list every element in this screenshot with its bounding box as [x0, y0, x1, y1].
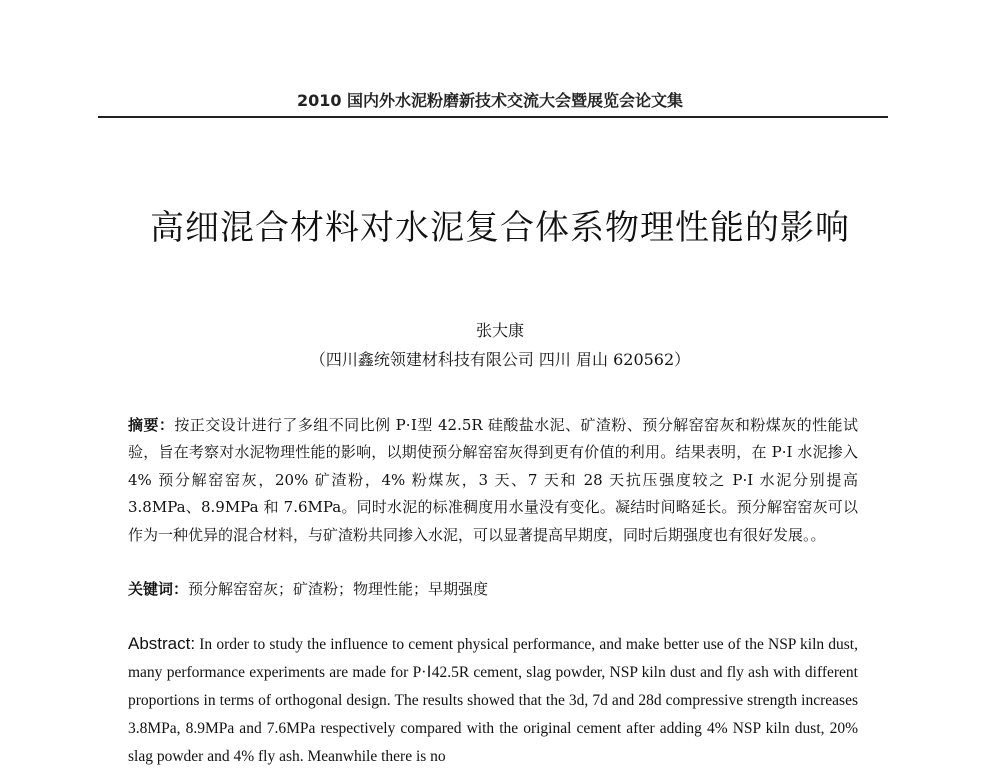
abstract-english-text: In order to study the influence to cement physical performance, and make better use of the NSP kiln dust, many performance experiments are made for P·Ⅰ42.5R cement, slag powder, NSP kiln dust and fly ash with different proportions in terms of orthogonal design. The results showed that the 3d, 7d and 28d compressive strength increases 3.8MPa, 8.9MPa and 7.6MPa respectively compared with the original cement after adding 4% NSP kiln dust, 20% slag powder and 4% fly ash. Meanwhile there is no	[128, 636, 858, 765]
abstract-english	[128, 630, 858, 771]
abstract-chinese	[128, 412, 858, 549]
abstract-chinese-label: 摘要：	[128, 416, 175, 434]
keywords	[128, 576, 858, 603]
author-affiliation: （四川鑫统领建材科技有限公司 四川 眉山 620562）	[309, 350, 691, 369]
keywords-label: 关键词：	[128, 580, 189, 598]
abstract-english-label: Abstract:	[128, 634, 196, 653]
proceedings-header: 2010 国内外水泥粉磨新技术交流大会暨展览会论文集	[296, 91, 684, 110]
keywords-text: 预分解窑窑灰；矿渣粉；物理性能；早期强度	[188, 580, 489, 598]
author-name: 张大康	[475, 321, 524, 340]
abstract-chinese-text: 按正交设计进行了多组不同比例 P·Ⅰ型 42.5R 硅酸盐水泥、矿渣粉、预分解窑窑灰和粉煤灰的性能试验，旨在考察对水泥物理性能的影响，以期使预分解窑窑灰得到更有价值的利用。结果表明，在 P·I 水泥掺入 4% 预分解窑窑灰，20% 矿渣粉，4% 粉煤灰，3 天、7 天和 28 天抗压强度较之 P·I 水泥分别提高 3.8MPa、8.9MPa 和 7.6MPa。同时水泥的标准稠度用水量没有变化。凝结时间略延长。预分解窑窑灰可以作为一种优异的混合材料，与矿渣粉共同掺入水泥，可以显著提高早期度，同时后期强度也有很好发展。。	[128, 416, 858, 544]
paper-title: 高细混合材料对水泥复合体系物理性能的影响	[150, 208, 850, 248]
header-rule	[98, 116, 888, 118]
